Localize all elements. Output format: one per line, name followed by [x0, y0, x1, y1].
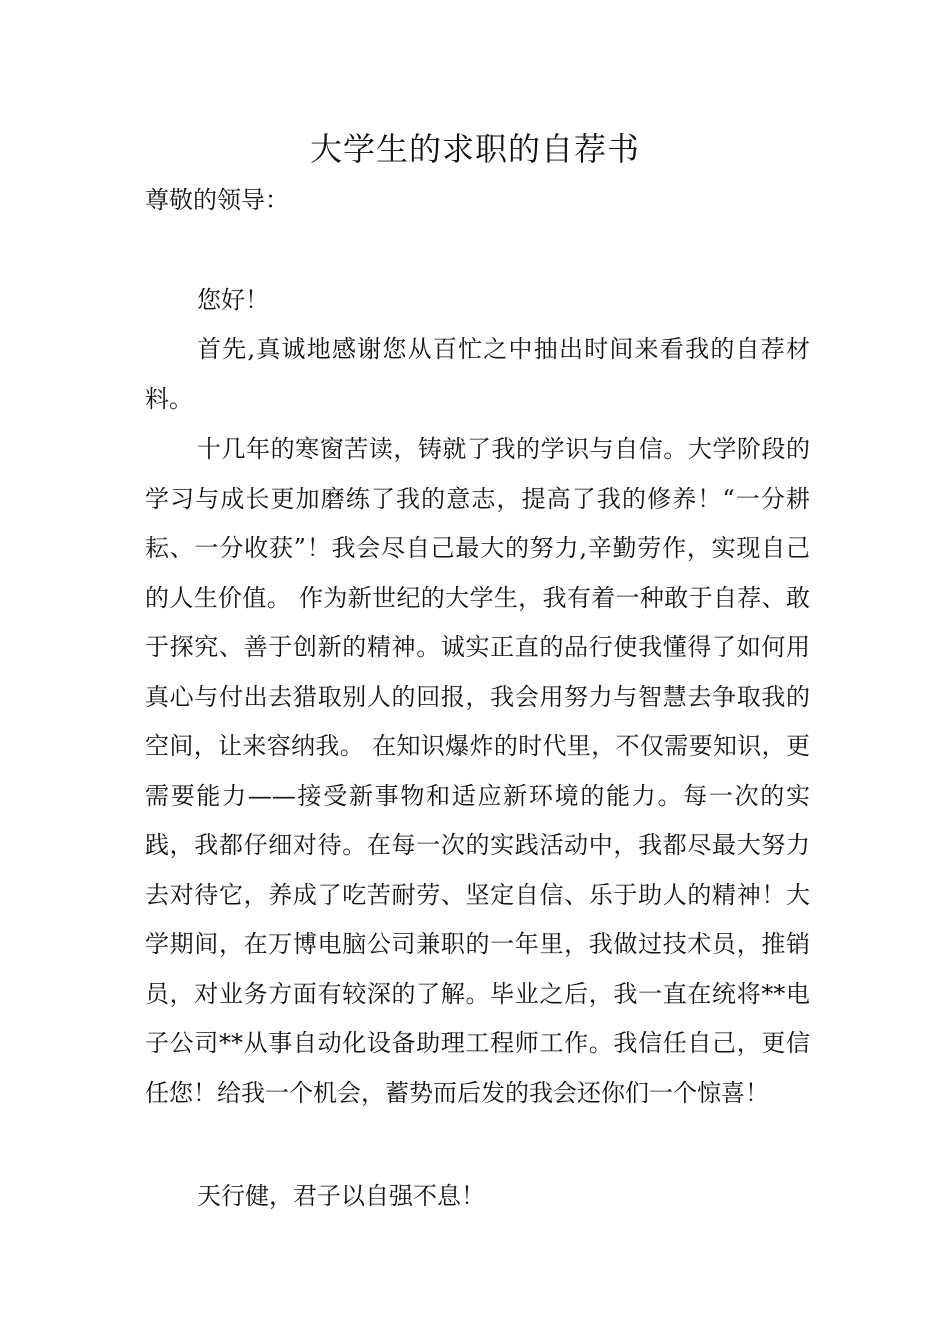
- paragraph-closing: 天行健，君子以自强不息！: [197, 1182, 485, 1210]
- document-title: 大学生的求职的自荐书: [309, 130, 640, 168]
- salutation: 尊敬的领导：: [145, 186, 289, 214]
- paragraph-main: 十几年的寒窗苦读，铸就了我的学识与自信。大学阶段的学习与成长更加磨练了我的意志，提高了我的修养！“一分耕耘、一分收获”！我会尽自己最大的努力,辛勤劳作，实现自己的人生价值。 作为新世纪的大学生，我有着一种敢于自荐、敢于探究、善于创新的精神。诚实正直的品行使我懂得了如何用真心与付出去猎取别人的回报，我会用努力与智慧去争取我的空间，让来容纳我。 在知识爆炸的时代里，不仅需要知识，更需要能力——接受新事物和适应新环境的能力。每一次的实践，我都仔细对待。在每一次的实践活动中，我都尽最大努力去对待它，养成了吃苦耐劳、坚定自信、乐于助人的精神！大学期间，在万博电脑公司兼职的一年里，我做过技术员，推销员，对业务方面有较深的了解。毕业之后，我一直在统将**电子公司**从事自动化设备助理工程师工作。我信任自己，更信任您！给我一个机会，蓄势而后发的我会还你们一个惊喜！: [145, 435, 810, 1107]
- paragraph-greeting: 您好！: [197, 286, 269, 314]
- paragraph-thanks: 首先,真诚地感谢您从百忙之中抽出时间来看我的自荐材料。: [145, 335, 810, 413]
